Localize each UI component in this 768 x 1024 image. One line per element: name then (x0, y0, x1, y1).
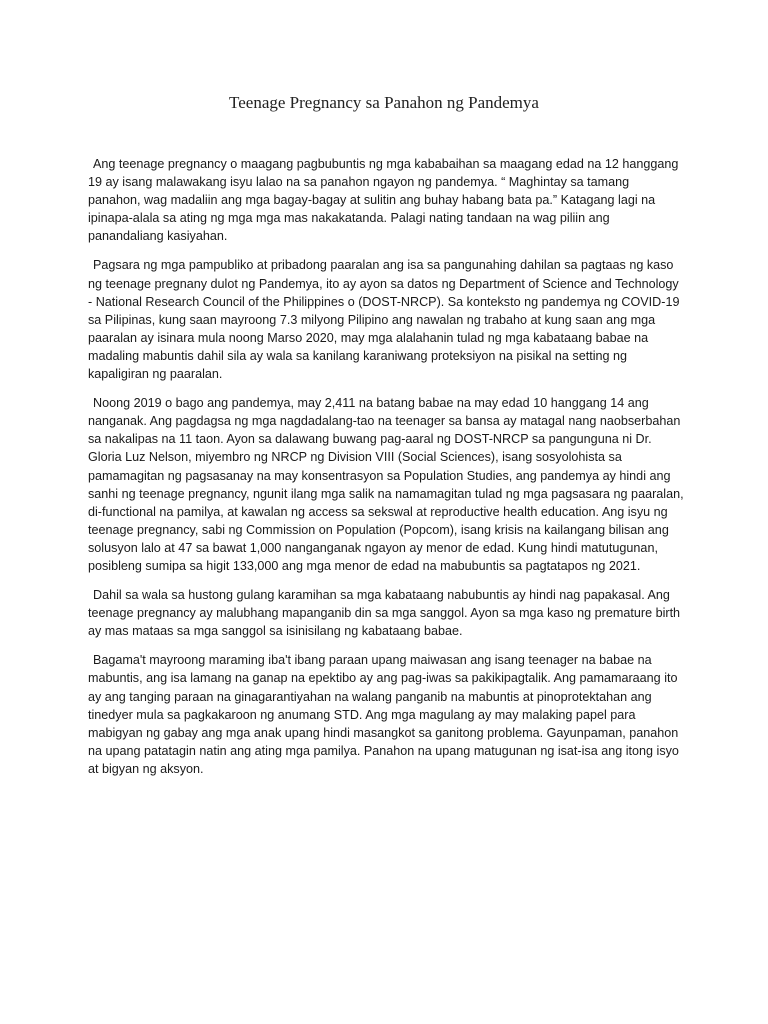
paragraph-1: Ang teenage pregnancy o maagang pagbubuntis ng mga kababaihan sa maagang edad na 12 hanggang 19 ay isang malawakang isyu lalao na sa panahon ngayon ng pandemya. “ Maghintay sa tamang panahon, wag madaliin ang mga bagay-bagay at sulitin ang buhay habang bata pa.” Katagang lagi na ipinapa-alala sa ating ng mga mga mas nakakatanda. Palagi nating tandaan na wag piliin ang panandaliang kasiyahan. (88, 157, 679, 244)
document-title: Teenage Pregnancy sa Panahon ng Pandemya (229, 93, 539, 112)
paragraph-3: Noong 2019 o bago ang pandemya, may 2,411 na batang babae na may edad 10 hanggang 14 ang nanganak. Ang pagdagsa ng mga nagdadalang-tao na teenager sa bansa ay matagal nang naobserbahan sa nakalipas na 11 taon. Ayon sa dalawang buwang pag-aaral ng DOST-NRCP sa pangunguna ni Dr. Gloria Luz Nelson, miyembro ng NRCP ng Division VIII (Social Sciences), isang sosyolohista sa pamamagitan ng pagsasanay na may konsentrasyon sa Population Studies, ang pandemya ay hindi ang sanhi ng teenage pregnancy, ngunit ilang mga salik na namamagitan tulad ng mga pagsasara ng paaralan, di-functional na pamilya, at kawalan ng access sa sekswal at reproductive health education. Ang isyu ng teenage pregnancy, sabi ng Commission on Population (Popcom), isang krisis na kailangang bilisan ang solusyon lalo at 47 sa bawat 1,000 nanganganak ngayon ay menor de edad. Kung hindi matutugunan, posibleng sumipa sa higit 133,000 ang mga menor de edad na mabubuntis sa pagtatapos ng 2021. (88, 396, 684, 573)
document-body (88, 155, 684, 789)
paragraph-4: Dahil sa wala sa hustong gulang karamihan sa mga kabataang nabubuntis ay hindi nag papakasal. Ang teenage pregnancy ay malubhang mapanganib din sa mga sanggol. Ayon sa mga kaso ng premature birth ay mas mataas sa mga sanggol sa isinisilang ng kabataang babae. (88, 588, 681, 639)
paragraph-5: Bagama't mayroong maraming iba't ibang paraan upang maiwasan ang isang teenager na babae na mabuntis, ang isa lamang na ganap na epektibo ay ang pag-iwas sa pakikipagtalik. Ang pamamaraang ito ay ang tanging paraan na ginagarantiyahan na walang panganib na mabuntis at pinoprotektahan ang tinedyer mula sa pagkakaroon ng anumang STD. Ang mga magulang ay may malaking papel para mabigyan ng gabay ang mga anak upang hindi masangkot sa ganitong problema. Gayunpaman, panahon na upang patatagin natin ang ating mga pamilya. Panahon na upang matugunan ng isat-isa ang itong isyo at bigyan ng aksyon. (88, 653, 679, 776)
paragraph-2: Pagsara ng mga pampubliko at pribadong paaralan ang isa sa pangunahing dahilan sa pagtaas ng kaso ng teenage pregnany dulot ng Pandemya, ito ay ayon sa datos ng Department of Science and Technology - National Research Council of the Philippines o (DOST-NRCP). Sa konteksto ng pandemya ng COVID-19 sa Pilipinas, kung saan mayroong 7.3 milyong Pilipino ang nawalan ng trabaho at kung saan ang mga paaralan ay isinara mula noong Marso 2020, may mga alalahanin tulad ng mga kabataang babae na madaling mabuntis dahil sila ay wala sa kanilang karaniwang proteksiyon na pisikal na setting ng kapaligiran ng paaralan. (88, 258, 680, 382)
